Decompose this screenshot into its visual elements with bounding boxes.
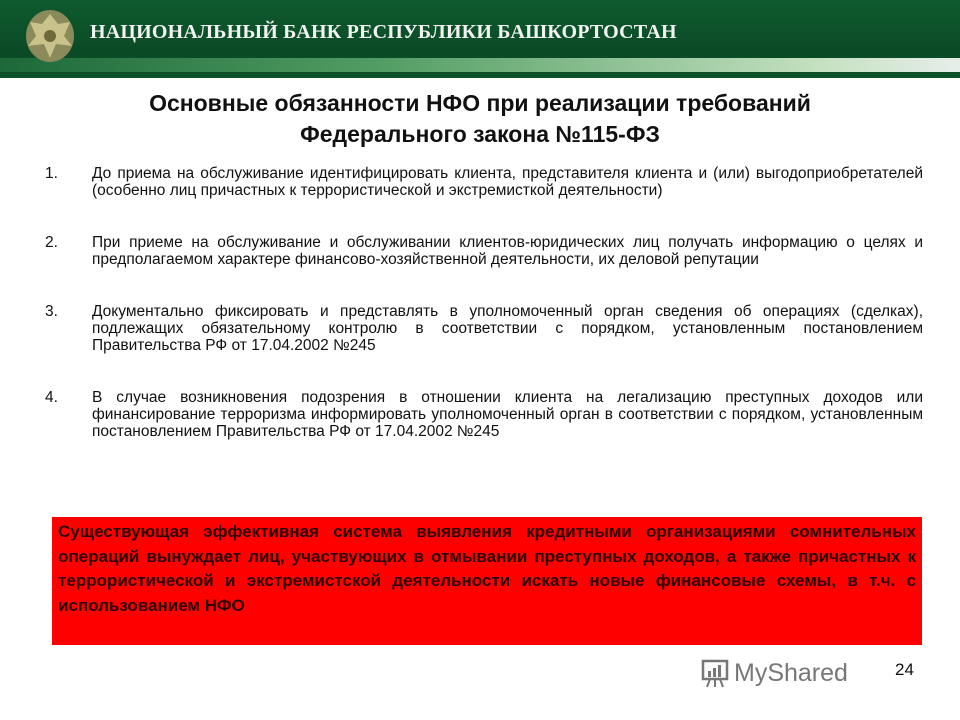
title-line-2: Федерального закона №115-ФЗ [300, 121, 660, 147]
duties-list [45, 165, 923, 475]
page-number: 24 [895, 660, 914, 679]
callout-box: Существующая эффективная система выявления кредитными организациями сомнительных операций вынуждает лиц, участвующих в отмывании преступных доходов, а также причастных к террористической и экстремистской деятельности искать новые финансовые схемы, в т.ч. с использованием НФО [52, 517, 922, 645]
item-text: При приеме на обслуживание и обслуживании клиентов-юридических лиц получать информацию о целях и предполагаемом характере финансово-хозяйственной деятельности, их деловой репутации [92, 234, 923, 268]
list-item [45, 165, 923, 199]
item-number: 3. [45, 303, 58, 320]
slide-title [60, 88, 900, 150]
watermark-logo[interactable] [700, 658, 848, 688]
watermark-text: MyShared [734, 658, 848, 687]
list-item [45, 234, 923, 268]
title-line-1: Основные обязанности НФО при реализации требований [149, 90, 811, 116]
item-number: 1. [45, 165, 58, 182]
item-text: В случае возникновения подозрения в отношении клиента на легализацию преступных доходов или финансирование терроризма информировать уполномоченный орган в соответствии с порядком, установленным постановлением Правительства РФ от 17.04.2002 №245 [92, 389, 923, 440]
item-number: 4. [45, 389, 58, 406]
presentation-icon [700, 658, 730, 688]
header-title: НАЦИОНАЛЬНЫЙ БАНК РЕСПУБЛИКИ БАШКОРТОСТАН [90, 21, 677, 43]
list-item [45, 303, 923, 354]
item-text: Документально фиксировать и представлять в уполномоченный орган сведения об операциях (сделках), подлежащих обязательному контролю в соответствии с порядком, установленным постановлением Правительства РФ от 17.04.2002 №245 [92, 303, 923, 354]
header-divider [0, 72, 960, 77]
header-stripe [0, 58, 960, 72]
item-text: До приема на обслуживание идентифицировать клиента, представителя клиента и (или) выгодоприобретателей (особенно лиц причастных к террористической и экстремисткой деятельности) [92, 165, 923, 199]
bank-emblem-icon [22, 6, 78, 64]
list-item [45, 389, 923, 440]
item-number: 2. [45, 234, 58, 251]
header-banner [0, 0, 960, 78]
